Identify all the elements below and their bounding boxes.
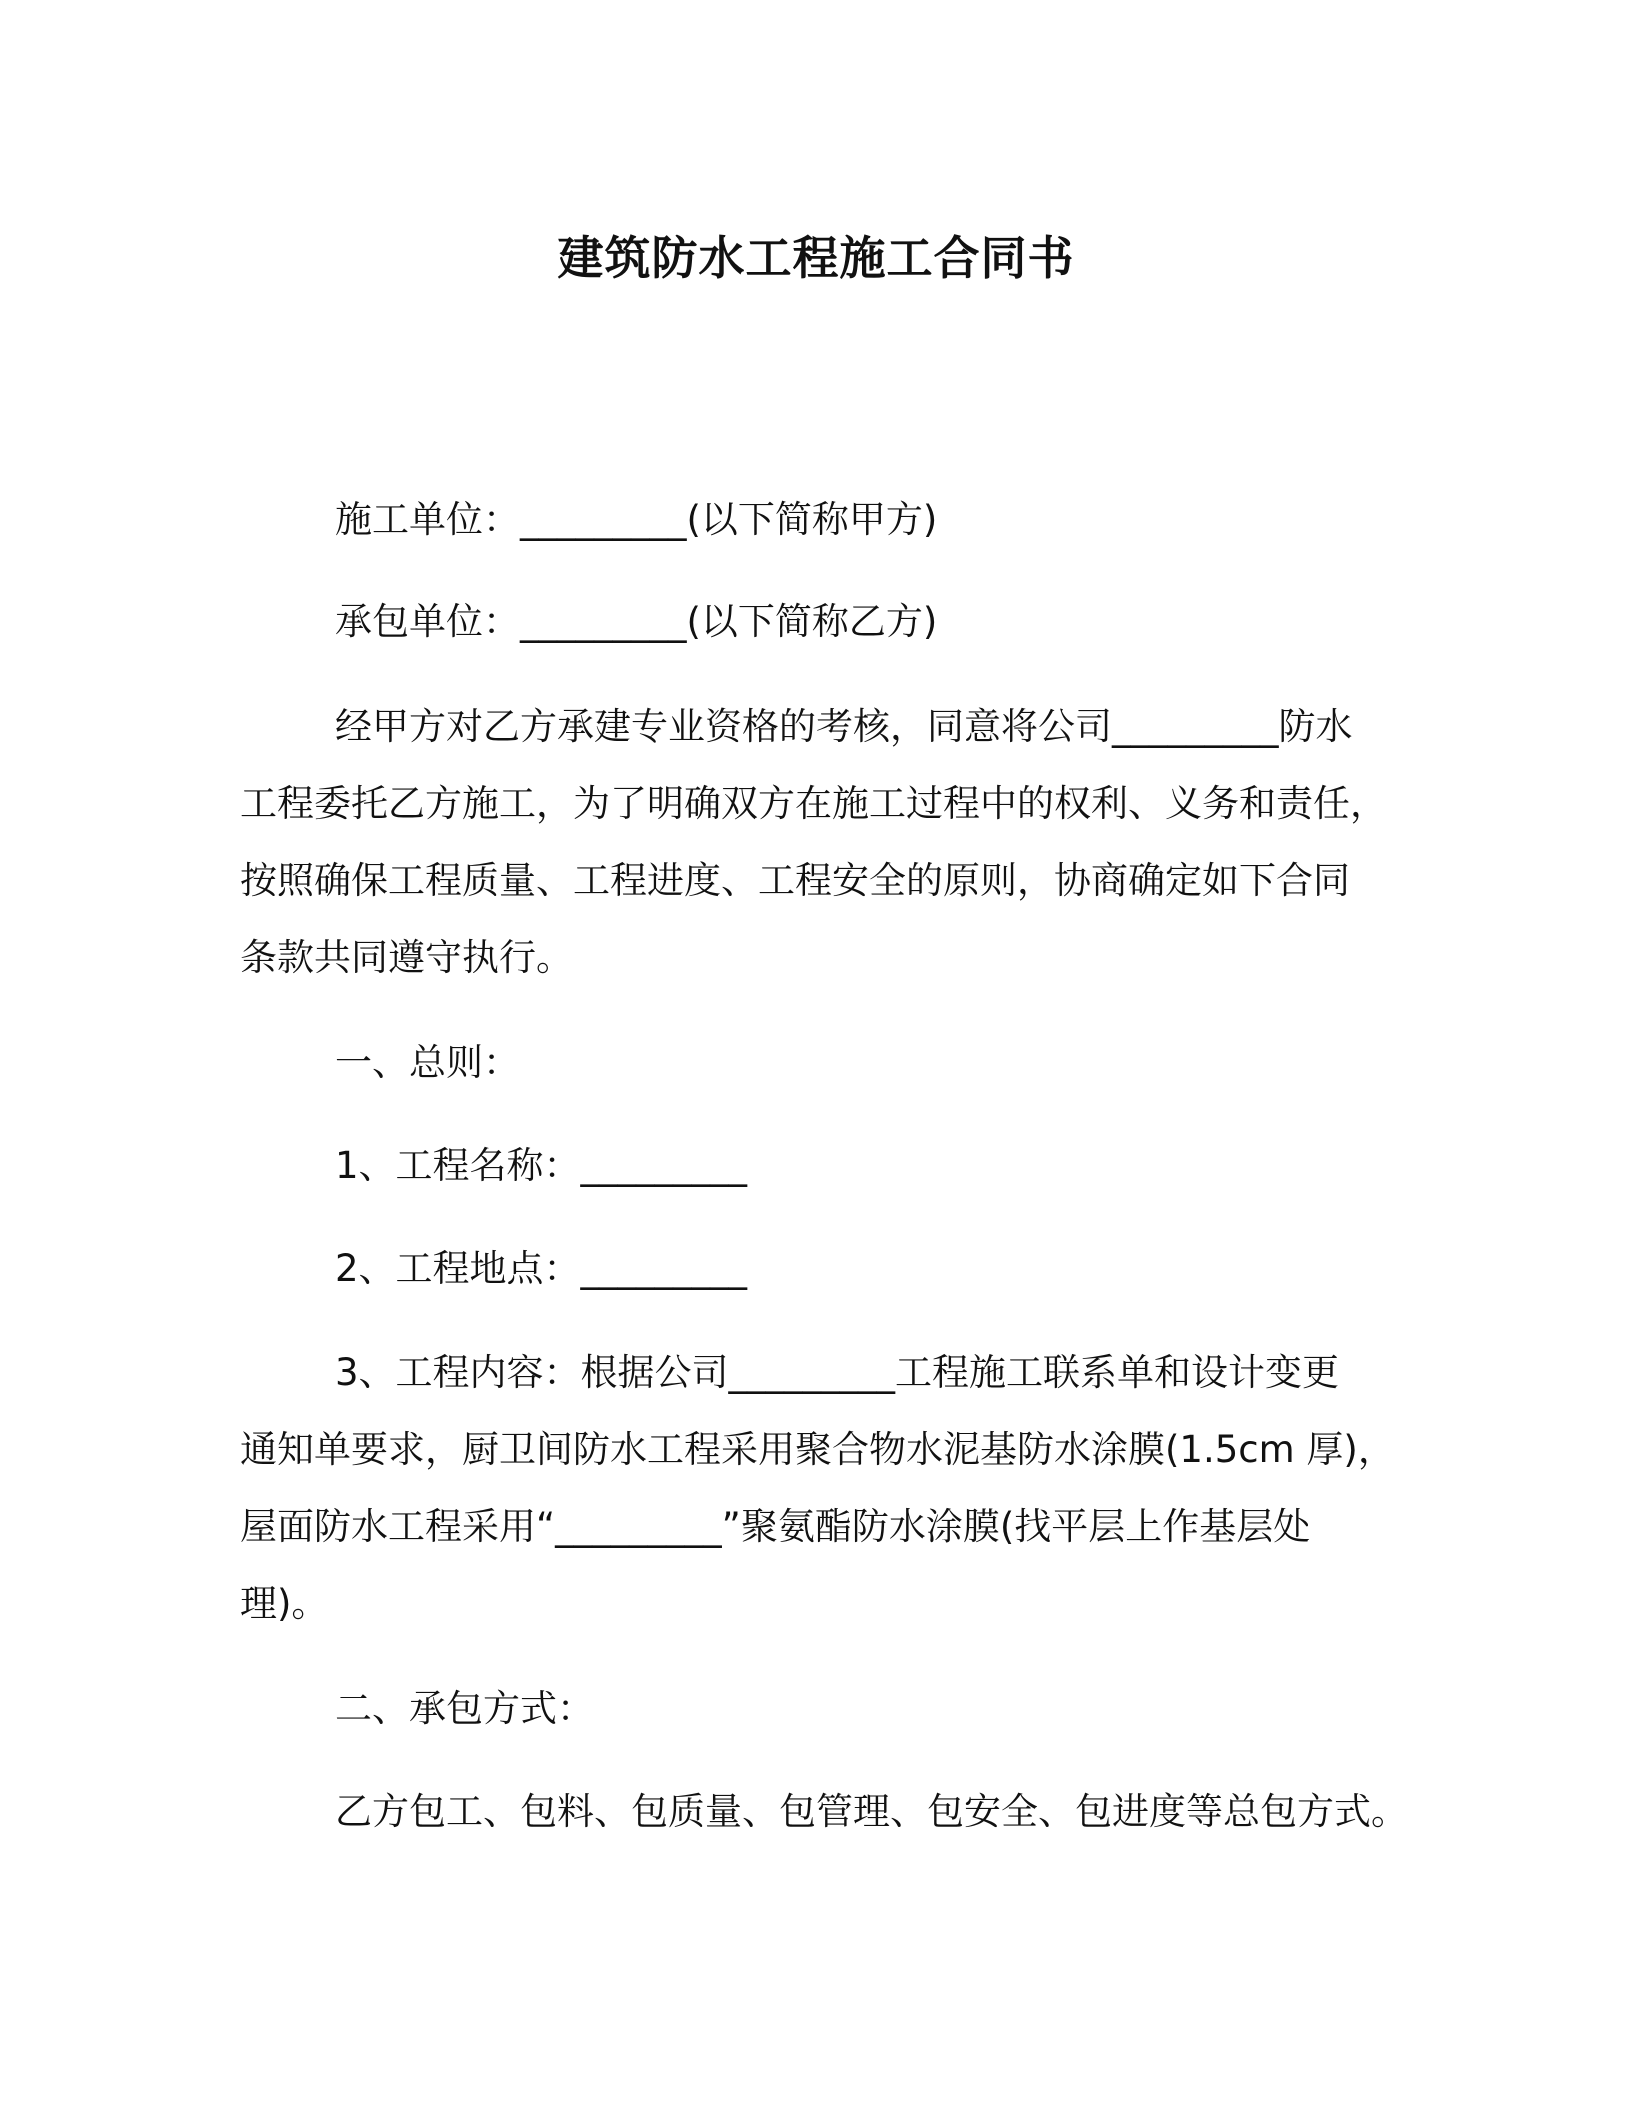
contractor-unit-line: 承包单位：_________(以下简称乙方)	[335, 600, 938, 643]
project-content-line-1: 3、工程内容：根据公司_________工程施工联系单和设计变更	[335, 1351, 1340, 1394]
intro-paragraph-line-4: 条款共同遵守执行。	[240, 936, 573, 979]
intro-paragraph-line-2: 工程委托乙方施工，为了明确双方在施工过程中的权利、义务和责任，	[240, 782, 1387, 825]
project-content-line-4: 理)。	[240, 1582, 329, 1625]
intro-paragraph-line-1: 经甲方对乙方承建专业资格的考核，同意将公司_________防水	[335, 705, 1353, 748]
intro-paragraph-line-3: 按照确保工程质量、工程进度、工程安全的原则，协商确定如下合同	[240, 859, 1350, 902]
section-general-heading: 一、总则：	[335, 1041, 520, 1084]
project-location-line: 2、工程地点：_________	[335, 1247, 748, 1290]
project-name-line: 1、工程名称：_________	[335, 1144, 748, 1187]
construction-unit-line: 施工单位：_________(以下简称甲方)	[335, 498, 938, 541]
project-content-line-3: 屋面防水工程采用“_________”聚氨酯防水涂膜(找平层上作基层处	[240, 1505, 1311, 1548]
document-title: 建筑防水工程施工合同书	[557, 231, 1075, 285]
project-content-line-2: 通知单要求，厨卫间防水工程采用聚合物水泥基防水涂膜(1.5cm 厚)，	[240, 1428, 1395, 1471]
section-contract-method-heading: 二、承包方式：	[335, 1687, 594, 1730]
contract-method-line: 乙方包工、包料、包质量、包管理、包安全、包进度等总包方式。	[335, 1790, 1408, 1833]
